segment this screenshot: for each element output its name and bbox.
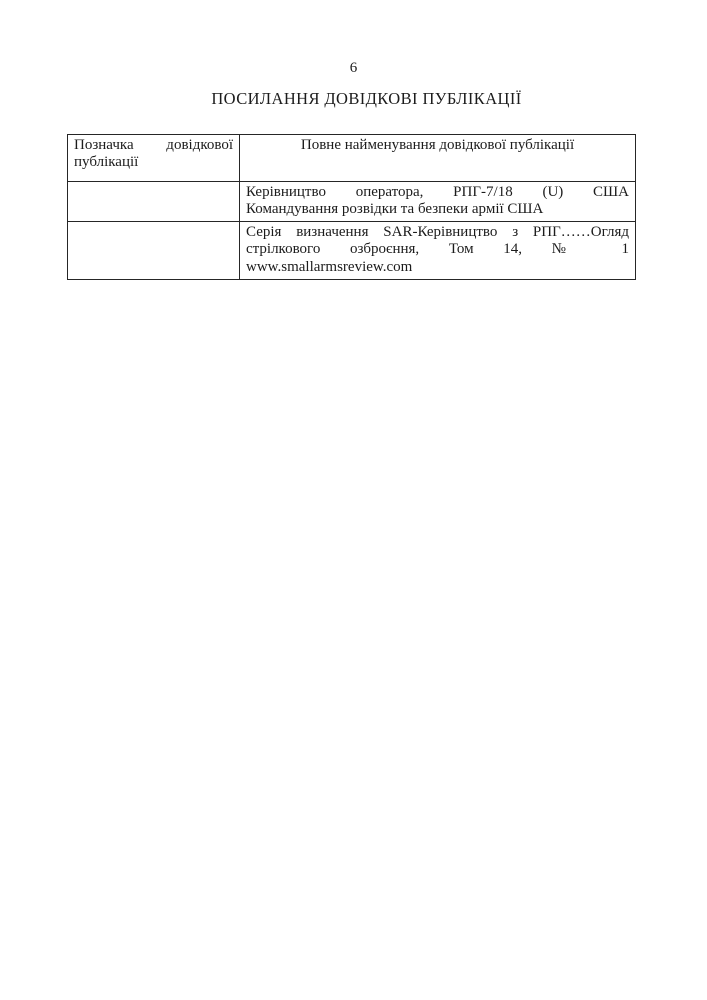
publication-name-line-2: стрілкового озброєння, Том 14, № 1 [246,241,629,258]
mark-cell-empty [68,182,240,222]
page-number: 6 [349,60,358,76]
table-header-row [68,135,636,182]
page-title: ПОСИЛАННЯ ДОВІДКОВІ ПУБЛІКАЦІЇ [211,89,522,108]
table-row [68,182,636,222]
header-mark-line-1: Позначка довідкової [74,137,233,153]
publication-name-line-1: Серія визначення SAR-Керівництво з РПГ……Огляд [246,223,629,240]
full-name-cell [240,221,636,279]
publication-name-line-3: www.smallarmsreview.com [246,258,413,275]
reference-publications-table [67,134,636,280]
header-cell-mark [68,135,240,182]
header-full-name-label: Повне найменування довідкової публікації [300,137,575,153]
header-cell-full-name [240,135,636,182]
mark-cell-empty [68,221,240,279]
table-row [68,221,636,279]
publication-name-line-1: Керівництво оператора, РПГ-7/18 (U) США [246,184,629,200]
header-mark-line-2: публікації [74,154,139,171]
publication-name-line-2: Командування розвідки та безпеки армії США [246,201,544,218]
full-name-cell [240,182,636,222]
